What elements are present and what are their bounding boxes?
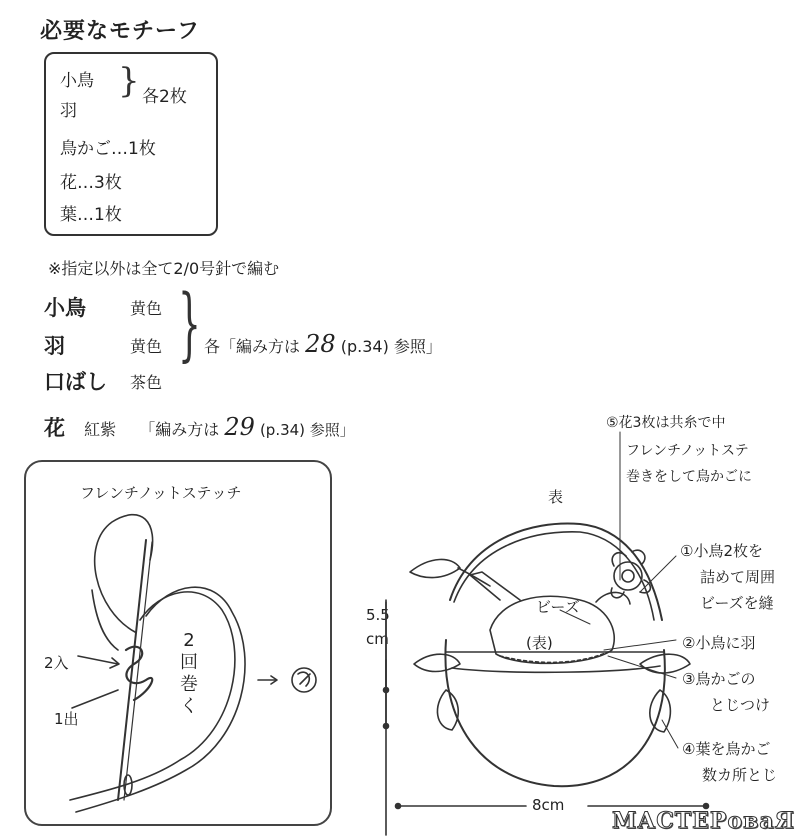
note-3-line2: とじつけ xyxy=(710,696,771,714)
motif-bird: 小鳥 xyxy=(60,71,94,91)
page-title: 必要なモチーフ xyxy=(40,19,200,44)
note-1-line3: ビーズを縫 xyxy=(700,594,774,612)
flower-color: 紅紫 xyxy=(84,420,117,439)
note-4-line1: ④葉を鳥かご xyxy=(682,740,771,758)
diagram-width-label: 8cm xyxy=(532,796,565,814)
yarn-name-bird: 小鳥 xyxy=(44,296,86,320)
motif-leaf: 葉…1枚 xyxy=(60,205,122,225)
yarn-name-beak: 口ばし xyxy=(44,370,107,394)
yarn-name-wing: 羽 xyxy=(44,334,65,358)
flower-note-ref: (p.34) 参照」 xyxy=(259,421,355,439)
note-1-line2: 詰めて周囲 xyxy=(700,568,776,586)
diagram-beads-label: ビーズ xyxy=(536,598,580,616)
yarn-brace: } xyxy=(178,277,201,370)
stitch-thread xyxy=(70,592,235,800)
flower-icon xyxy=(611,550,650,598)
leaf-bottom-left xyxy=(437,690,458,730)
watermark: МАСТЕРоваЯ xyxy=(612,808,796,834)
diagram-inner-front-label: (表) xyxy=(526,634,553,652)
stitch-title: フレンチノットステッチ xyxy=(80,484,242,502)
yarn-note-ref: (p.34) 参照」 xyxy=(340,337,442,356)
diagram-height-unit: cm xyxy=(366,630,389,648)
stitch-wrap-label: 2回巻く xyxy=(180,630,198,717)
motif-brace: } xyxy=(118,61,140,101)
flower-note-prefix: 「編み方は xyxy=(139,420,220,439)
leaf-left-top xyxy=(410,559,460,577)
note-5-line3: 巻きをして鳥かごに xyxy=(626,469,752,485)
note-4-line2: 数カ所とじ xyxy=(702,766,778,784)
yarn-color-bird: 黄色 xyxy=(130,299,163,318)
bird-shape xyxy=(490,596,614,663)
motif-wing: 羽 xyxy=(60,101,77,121)
motif-cage: 鳥かご…1枚 xyxy=(60,139,156,159)
stitch-in-label: 2入 xyxy=(44,654,69,672)
motif-each-two: 各2枚 xyxy=(142,87,187,107)
motif-flower: 花…3枚 xyxy=(60,173,122,193)
yarn-note-prefix: 各「編み方は xyxy=(204,337,301,356)
needle-icon xyxy=(118,540,146,800)
diagram-height-value: 5.5 xyxy=(366,606,390,624)
note-2-line1: ②小鳥に羽 xyxy=(682,634,756,652)
flower-name: 花 xyxy=(44,416,65,440)
flower-pattern-number: 29 xyxy=(224,413,255,441)
diagram-front-label: 表 xyxy=(548,488,564,506)
yarn-pattern-number: 28 xyxy=(305,330,336,358)
stitch-out-label: 1出 xyxy=(54,710,79,728)
yarn-color-beak: 茶色 xyxy=(130,373,163,392)
note-3-line1: ③鳥かごの xyxy=(682,670,756,688)
note-1-line1: ①小鳥2枚を xyxy=(680,542,763,560)
note-5-line1: ⑤花3枚は共糸で中 xyxy=(606,415,726,431)
note-5-line2: フレンチノットステ xyxy=(626,443,749,459)
needle-note: ※指定以外は全て2/0号針で編む xyxy=(48,259,280,278)
stitch-thread-outer xyxy=(76,587,245,812)
yarn-color-wing: 黄色 xyxy=(130,337,163,356)
